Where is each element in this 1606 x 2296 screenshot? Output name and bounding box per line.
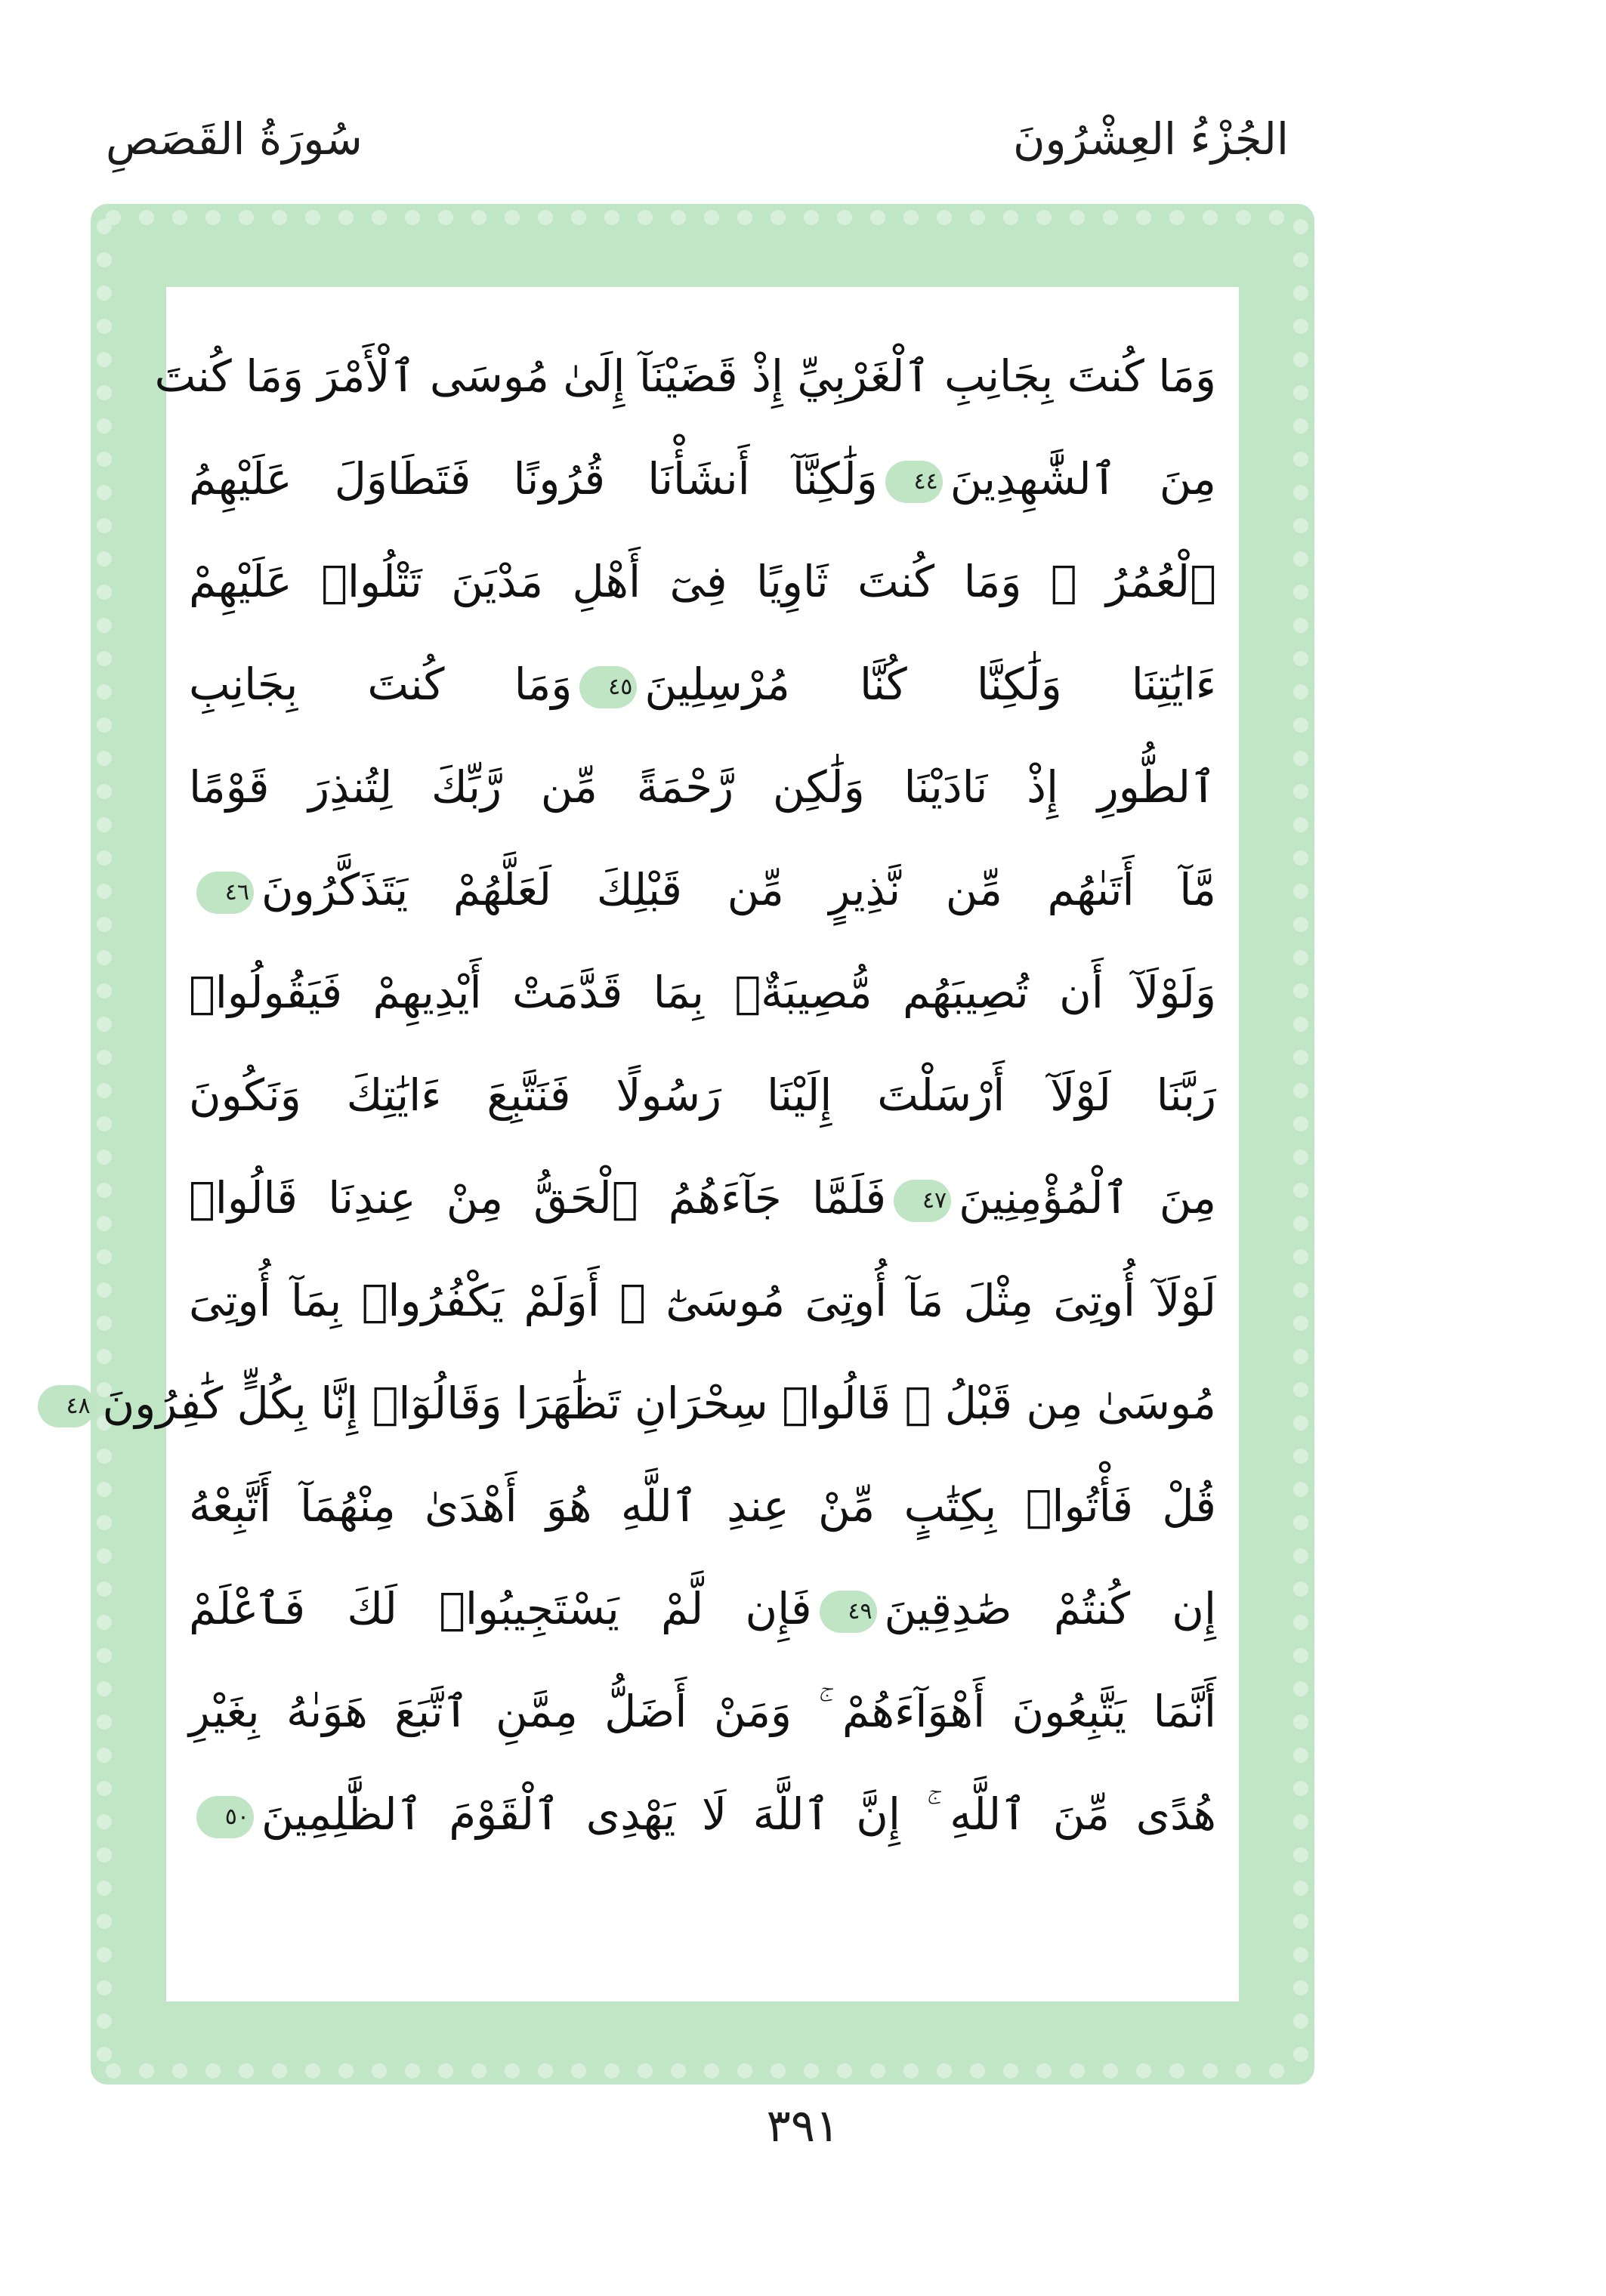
scallop-dot xyxy=(1103,210,1118,225)
scallop-dot xyxy=(1293,651,1308,666)
scallop-dot xyxy=(903,210,919,225)
scallop-dot xyxy=(405,210,420,225)
scallop-dot xyxy=(1136,210,1151,225)
scallop-dot xyxy=(1070,210,1085,225)
scallop-dot xyxy=(1293,1349,1308,1364)
scallop-dot xyxy=(471,2063,486,2078)
scallop-dot xyxy=(97,1947,112,1962)
scallop-dot xyxy=(604,2063,619,2078)
scallop-dot xyxy=(97,285,112,301)
scallop-dot xyxy=(1293,1316,1308,1331)
scallop-dot xyxy=(1293,252,1308,267)
scallop-dot xyxy=(139,2063,154,2078)
scallop-dot xyxy=(538,2063,553,2078)
verse-text: ٱلْعُمُرُ ۚ وَمَا كُنتَ ثَاوِيًا فِىٓ أَهْلِ مَدْيَنَ تَتْلُوا۟ عَلَيْهِمْ xyxy=(189,556,1216,607)
scallop-dot xyxy=(97,1017,112,1032)
verse-line xyxy=(189,1763,1216,1866)
scallop-dot xyxy=(97,585,112,600)
scallop-dot xyxy=(1293,385,1308,400)
ayah-number-marker: ٤٦ xyxy=(196,872,254,914)
scallop-dot xyxy=(97,551,112,566)
scallop-dot xyxy=(1293,1050,1308,1065)
scallop-dot xyxy=(771,2063,786,2078)
scallop-dot xyxy=(1293,1183,1308,1198)
scallop-dot xyxy=(97,319,112,334)
scallop-dot xyxy=(1293,1415,1308,1430)
scallop-dot xyxy=(1293,817,1308,832)
scallop-dot xyxy=(1203,210,1218,225)
scallop-dot xyxy=(837,2063,852,2078)
scallop-dot xyxy=(97,252,112,267)
scallop-dot xyxy=(571,210,586,225)
scallop-dot xyxy=(172,2063,187,2078)
scallop-dot xyxy=(97,751,112,766)
verse-text: ٱلطُّورِ إِذْ نَادَيْنَا وَلَٰكِن رَّحْمَةً مِّن رَّبِّكَ لِتُنذِرَ قَوْمًا xyxy=(189,761,1216,813)
scallop-dot xyxy=(1293,485,1308,500)
scallop-dot xyxy=(205,2063,221,2078)
scallop-dot xyxy=(1003,210,1018,225)
scallop-dot xyxy=(870,210,885,225)
scallop-dot xyxy=(97,518,112,533)
scallop-dot xyxy=(97,1980,112,1995)
scallop-dot xyxy=(97,1249,112,1264)
scallop-dot xyxy=(97,1748,112,1763)
scallop-dot xyxy=(671,2063,686,2078)
verse-line xyxy=(189,1249,1216,1352)
verse-line xyxy=(189,1557,1216,1660)
verse-line xyxy=(189,838,1216,941)
scallop-dot xyxy=(372,210,387,225)
scallop-dot xyxy=(1293,884,1308,899)
scallop-dot xyxy=(1103,2063,1118,2078)
verse-line xyxy=(189,1455,1216,1557)
scallop-dot xyxy=(1293,352,1308,367)
scallop-dot xyxy=(1169,2063,1184,2078)
verse-line xyxy=(189,427,1216,530)
scallop-dot xyxy=(1003,2063,1018,2078)
scallop-dot xyxy=(804,210,819,225)
scallop-dot xyxy=(205,210,221,225)
scallop-dot xyxy=(97,1615,112,1630)
scallop-dot xyxy=(97,651,112,666)
verse-text-continued: فَلَمَّا جَآءَهُمُ ٱلْحَقُّ مِنْ عِندِنَا قَالُوا۟ xyxy=(189,1172,887,1224)
scallop-dot xyxy=(305,210,320,225)
scallop-dot xyxy=(97,1282,112,1298)
scallop-dot xyxy=(1293,1515,1308,1530)
verse-line xyxy=(189,736,1216,838)
scallop-dot xyxy=(97,917,112,932)
ayah-number-marker: ٤٥ xyxy=(579,666,637,708)
scallop-dot xyxy=(97,1116,112,1131)
scallop-dot xyxy=(97,352,112,367)
verse-text-continued: وَلَٰكِنَّآ أَنشَأْنَا قُرُونًا فَتَطَاوَلَ عَلَيْهِمُ xyxy=(189,453,878,505)
scallop-dot xyxy=(1293,1116,1308,1131)
scallop-dot xyxy=(1293,850,1308,866)
scallop-dot xyxy=(1293,1814,1308,1829)
scallop-dot xyxy=(97,1515,112,1530)
scallop-dot xyxy=(1203,2063,1218,2078)
scallop-dot xyxy=(1293,1847,1308,1862)
scallop-dot xyxy=(97,1216,112,1231)
scallop-dot xyxy=(538,210,553,225)
verse-line xyxy=(189,1044,1216,1146)
scallop-dot xyxy=(471,210,486,225)
scallop-dot xyxy=(970,2063,985,2078)
scallop-dot xyxy=(1293,1249,1308,1264)
scallop-dot xyxy=(1293,219,1308,234)
verse-line xyxy=(189,1660,1216,1763)
verse-line xyxy=(189,530,1216,633)
scallop-dot xyxy=(1293,917,1308,932)
verse-text: مِنَ ٱلْمُؤْمِنِينَ xyxy=(959,1172,1217,1224)
scallop-dot xyxy=(1293,285,1308,301)
ayah-number-marker: ٥٠ xyxy=(196,1796,254,1838)
verse-text: إِن كُنتُمْ صَٰدِقِينَ xyxy=(884,1583,1216,1634)
juz-title: الجُزْءُ العِشْرُونَ xyxy=(1012,113,1289,165)
scallop-dot xyxy=(1293,1980,1308,1995)
scallop-dot xyxy=(1293,2014,1308,2029)
page-number: ٣٩١ xyxy=(766,2100,840,2152)
scallop-dot xyxy=(1293,1714,1308,1730)
scallop-dot xyxy=(1293,1681,1308,1696)
ayah-number-marker: ٤٩ xyxy=(820,1591,877,1633)
scallop-dot xyxy=(1293,452,1308,467)
scallop-dot xyxy=(172,210,187,225)
verse-text: ءَايَٰتِنَا وَلَٰكِنَّا كُنَّا مُرْسِلِينَ xyxy=(644,659,1216,710)
scallop-dot xyxy=(97,950,112,965)
scallop-dot xyxy=(1036,2063,1052,2078)
scallop-dot xyxy=(405,2063,420,2078)
scallop-dot xyxy=(1293,1947,1308,1962)
scallop-dot xyxy=(1169,210,1184,225)
scallop-dot xyxy=(97,1914,112,1929)
scallop-dot xyxy=(737,210,752,225)
verse-text: لَوْلَآ أُوتِىَ مِثْلَ مَآ أُوتِىَ مُوسَىٰٓ ۚ أَوَلَمْ يَكْفُرُوا۟ بِمَآ أُوتِىَ xyxy=(189,1275,1216,1326)
scallop-dot xyxy=(97,983,112,998)
scallop-dot xyxy=(372,2063,387,2078)
verse-text: مَّآ أَتَىٰهُم مِّن نَّذِيرٍ مِّن قَبْلِكَ لَعَلَّهُمْ يَتَذَكَّرُونَ xyxy=(261,864,1216,915)
scallop-dot xyxy=(937,210,952,225)
scallop-dot xyxy=(804,2063,819,2078)
surah-title: سُورَةُ القَصَصِ xyxy=(106,113,363,165)
scallop-dot xyxy=(1293,1449,1308,1464)
verse-text: هُدًى مِّنَ ٱللَّهِ ۚ إِنَّ ٱللَّهَ لَا يَهْدِى ٱلْقَوْمَ ٱلظَّٰلِمِينَ xyxy=(261,1788,1216,1840)
scallop-dot xyxy=(837,210,852,225)
scallop-dot xyxy=(1293,2047,1308,2062)
verse-text: رَبَّنَا لَوْلَآ أَرْسَلْتَ إِلَيْنَا رَسُولًا فَنَتَّبِعَ ءَايَٰتِكَ وَنَكُونَ xyxy=(189,1069,1216,1121)
scallop-dot xyxy=(1236,210,1251,225)
scallop-dot xyxy=(305,2063,320,2078)
scallop-dot xyxy=(97,418,112,434)
scallop-dot xyxy=(1293,1482,1308,1497)
scallop-dot xyxy=(1293,1648,1308,1663)
scallop-dot xyxy=(1293,1781,1308,1796)
scallop-dot xyxy=(97,1847,112,1862)
scallop-dot xyxy=(1236,2063,1251,2078)
verse-line xyxy=(189,1146,1216,1249)
verse-text: وَمَا كُنتَ بِجَانِبِ ٱلْغَرْبِيِّ إِذْ قَضَيْنَآ إِلَىٰ مُوسَى ٱلْأَمْرَ وَمَا كُنتَ xyxy=(154,350,1216,402)
scallop-dot xyxy=(97,1482,112,1497)
page-header xyxy=(0,0,1606,204)
verse-text: قُلْ فَأْتُوا۟ بِكِتَٰبٍ مِّنْ عِندِ ٱللَّهِ هُوَ أَهْدَىٰ مِنْهُمَآ أَتَّبِعْهُ xyxy=(189,1480,1216,1532)
scallop-dot xyxy=(338,2063,354,2078)
scallop-dot xyxy=(870,2063,885,2078)
scallop-dot xyxy=(97,1316,112,1331)
scallop-dot xyxy=(239,210,254,225)
scallop-dot xyxy=(106,2063,121,2078)
page-frame xyxy=(66,204,1314,2085)
scallop-dot xyxy=(97,385,112,400)
scallop-dot xyxy=(438,2063,453,2078)
verse-lines xyxy=(66,325,1217,1866)
scallop-dot xyxy=(1136,2063,1151,2078)
scallop-dot xyxy=(97,1714,112,1730)
scallop-dot xyxy=(604,210,619,225)
scallop-dot xyxy=(272,2063,287,2078)
scallop-dot xyxy=(97,1083,112,1098)
scallop-dot xyxy=(1293,1748,1308,1763)
scallop-dot xyxy=(97,1814,112,1829)
scallop-dot xyxy=(704,2063,719,2078)
scallop-dot xyxy=(97,1582,112,1597)
scallop-dot xyxy=(1293,1548,1308,1563)
verse-text-continued: فَإِن لَّمْ يَسْتَجِيبُوا۟ لَكَ فَٱعْلَمْ xyxy=(189,1583,812,1634)
scallop-dot xyxy=(97,1150,112,1165)
scallop-dot xyxy=(97,485,112,500)
scallop-dot xyxy=(97,784,112,799)
scallop-dot xyxy=(97,1648,112,1663)
scallop-dot xyxy=(97,718,112,733)
scallop-dot xyxy=(1293,1914,1308,1929)
scallop-dot xyxy=(737,2063,752,2078)
scallop-dot xyxy=(1293,950,1308,965)
scallop-dot xyxy=(97,1781,112,1796)
scallop-dot xyxy=(1293,1282,1308,1298)
scallop-dot xyxy=(272,210,287,225)
scallop-dot xyxy=(1293,1615,1308,1630)
scallop-dot xyxy=(970,210,985,225)
scallop-dot xyxy=(1269,210,1284,225)
verse-text-continued: وَمَا كُنتَ بِجَانِبِ xyxy=(189,659,573,710)
scallop-dot xyxy=(771,210,786,225)
scallop-dot xyxy=(1070,2063,1085,2078)
scallop-dot xyxy=(638,210,653,225)
verse-line xyxy=(66,1352,1216,1455)
scallop-dot xyxy=(1293,418,1308,434)
scallop-dot xyxy=(97,850,112,866)
scallop-dot xyxy=(1293,319,1308,334)
verse-text: مِنَ ٱلشَّٰهِدِينَ xyxy=(950,453,1216,505)
scallop-dot xyxy=(1293,784,1308,799)
scallop-dot xyxy=(1293,983,1308,998)
scallop-dot xyxy=(1293,518,1308,533)
scallop-dot xyxy=(97,684,112,699)
scallop-dot xyxy=(1293,585,1308,600)
text-panel xyxy=(66,287,1239,2001)
verse-line xyxy=(189,633,1216,736)
scallop-dot xyxy=(1293,1216,1308,1231)
scallop-dot xyxy=(97,452,112,467)
scallop-dot xyxy=(239,2063,254,2078)
scallop-dot xyxy=(1293,1017,1308,1032)
scallop-dot xyxy=(1293,684,1308,699)
ayah-number-marker: ٤٧ xyxy=(894,1180,951,1222)
verse-text: وَلَوْلَآ أَن تُصِيبَهُم مُّصِيبَةٌۢ بِمَا قَدَّمَتْ أَيْدِيهِمْ فَيَقُولُوا۟ xyxy=(189,967,1216,1018)
scallop-dot xyxy=(671,210,686,225)
verse-line xyxy=(189,941,1216,1044)
scallop-dot xyxy=(139,210,154,225)
scallop-dot xyxy=(97,1050,112,1065)
scallop-dot xyxy=(97,618,112,633)
scallop-dot xyxy=(903,2063,919,2078)
scallop-dot xyxy=(1269,2063,1284,2078)
ayah-number-marker: ٤٤ xyxy=(885,461,943,503)
scallop-dot xyxy=(338,210,354,225)
scallop-dot xyxy=(1036,210,1052,225)
scallop-dot xyxy=(1293,718,1308,733)
scallop-dot xyxy=(97,2014,112,2029)
scallop-dot xyxy=(438,210,453,225)
scallop-dot xyxy=(704,210,719,225)
scallop-dot xyxy=(571,2063,586,2078)
scallop-dot xyxy=(97,219,112,234)
scallop-dot xyxy=(1293,551,1308,566)
scallop-dot xyxy=(97,1548,112,1563)
verse-text: أَنَّمَا يَتَّبِعُونَ أَهْوَآءَهُمْ ۚ وَمَنْ أَضَلُّ مِمَّنِ ٱتَّبَعَ هَوَىٰهُ بِغَيْرِ xyxy=(189,1686,1216,1737)
scallop-dot xyxy=(1293,618,1308,633)
verse-line xyxy=(154,325,1216,427)
scallop-dot xyxy=(1293,1881,1308,1896)
scallop-dot xyxy=(1293,1382,1308,1397)
scallop-dot xyxy=(505,210,520,225)
scallop-dot xyxy=(97,817,112,832)
scallop-dot xyxy=(97,2047,112,2062)
scallop-dot xyxy=(937,2063,952,2078)
scallop-dot xyxy=(505,2063,520,2078)
scallop-dot xyxy=(1293,751,1308,766)
scallop-dot xyxy=(97,1183,112,1198)
scallop-dot xyxy=(1293,1150,1308,1165)
scallop-dot xyxy=(1293,1083,1308,1098)
scallop-dot xyxy=(1293,1582,1308,1597)
verse-text: مُوسَىٰ مِن قَبْلُ ۖ قَالُوا۟ سِحْرَانِ تَظَٰهَرَا وَقَالُوٓا۟ إِنَّا بِكُلٍّ كَٰفِرُونَ xyxy=(102,1378,1216,1429)
ayah-number-marker: ٤٨ xyxy=(38,1385,95,1427)
scallop-dot xyxy=(638,2063,653,2078)
scallop-dot xyxy=(97,1681,112,1696)
scallop-dot xyxy=(97,1881,112,1896)
scallop-dot xyxy=(97,884,112,899)
